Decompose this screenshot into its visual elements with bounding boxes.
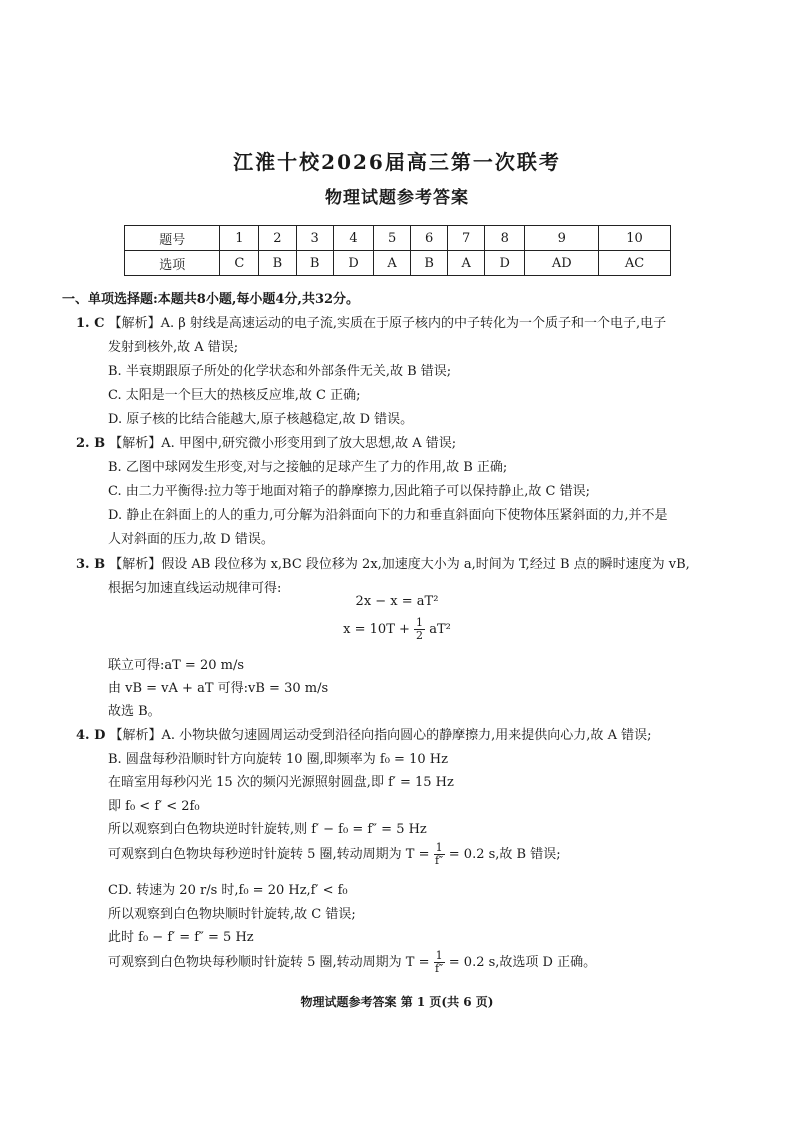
table-cell: A (448, 251, 485, 276)
fraction-numerator: 1 (435, 949, 443, 962)
table-cell: 2 (259, 226, 296, 251)
table-cell: 6 (410, 226, 447, 251)
q1-line-4: C. 太阳是一个巨大的热核反应堆,故 C 正确; (108, 388, 361, 403)
question-number-row (125, 226, 671, 251)
answer-key-table (124, 225, 671, 276)
table-cell: B (296, 251, 333, 276)
fraction-denominator: f″ (435, 962, 444, 975)
table-cell: 7 (448, 226, 485, 251)
table-cell: 9 (525, 226, 599, 251)
q1-line-5: D. 原子核的比结合能越大,原子核越稳定,故 D 错误。 (108, 412, 414, 427)
fraction-numerator: 1 (416, 616, 424, 629)
fraction (434, 842, 445, 867)
q4-line-10 (108, 950, 596, 975)
table-cell: AC (599, 251, 671, 276)
q2-block (76, 432, 456, 451)
q3-line-2: 根据匀加速直线运动规律可得: (108, 581, 282, 596)
table-cell: 1 (220, 226, 259, 251)
q1-line-1: 【解析】A. β 射线是高速运动的电子流,实质在于原子核内的中子转化为一个质子和一个电子,电子 (108, 316, 667, 331)
eq2-left: x = 10T + (343, 622, 410, 637)
answer-row (125, 251, 671, 276)
q4-line-9: 此时 f₀ − f′ = f″ = 5 Hz (108, 930, 254, 945)
q4-line-6-right: = 0.2 s,故 B 错误; (448, 847, 561, 862)
table-cell: 4 (333, 226, 373, 251)
table-cell: 10 (599, 226, 671, 251)
q4-line-2: B. 圆盘每秒沿顺时针方向旋转 10 圈,即频率为 f₀ = 10 Hz (108, 752, 448, 767)
fraction-denominator: 2 (416, 629, 424, 642)
q2-line-1: 【解析】A. 甲图中,研究微小形变用到了放大思想,故 A 错误; (109, 436, 457, 451)
section-heading: 一、单项选择题:本题共8小题,每小题4分,共32分。 (62, 292, 360, 307)
table-cell: C (220, 251, 259, 276)
q1-block (76, 312, 666, 331)
q2-line-5: 人对斜面的压力,故 D 错误。 (108, 532, 274, 547)
q4-block (76, 724, 651, 743)
row-label: 选项 (125, 251, 220, 276)
q1-line-3: B. 半衰期跟原子所处的化学状态和外部条件无关,故 B 错误; (108, 364, 452, 379)
exam-title: 江淮十校2026届高三第一次联考 (233, 150, 561, 174)
table-cell: B (410, 251, 447, 276)
q4-number: 4. D (76, 728, 106, 743)
q3-equation-1: 2x − x = aT² (355, 594, 439, 609)
exam-subtitle: 物理试题参考答案 (325, 188, 469, 208)
fraction (414, 617, 425, 642)
q4-line-10-right: = 0.2 s,故选项 D 正确。 (448, 955, 597, 970)
fraction-numerator: 1 (435, 841, 443, 854)
q4-line-6-left: 可观察到白色物块每秒逆时针旋转 5 圈,转动周期为 T = (108, 847, 430, 862)
q4-line-10-left: 可观察到白色物块每秒顺时针旋转 5 圈,转动周期为 T = (108, 955, 430, 970)
q2-line-2: B. 乙图中球网发生形变,对与之接触的足球产生了力的作用,故 B 正确; (108, 460, 508, 475)
q4-line-8: 所以观察到白色物块顺时针旋转,故 C 错误; (108, 907, 356, 922)
table-cell: D (485, 251, 525, 276)
q4-line-7: CD. 转速为 20 r/s 时,f₀ = 20 Hz,f′ < f₀ (108, 883, 348, 898)
table-cell: 3 (296, 226, 333, 251)
page-footer: 物理试题参考答案 第 1 页(共 6 页) (300, 995, 494, 1009)
q3-line-4: 由 vB = vA + aT 可得:vB = 30 m/s (108, 681, 329, 696)
q3-equation-2 (0, 617, 794, 642)
table-cell: AD (525, 251, 599, 276)
q4-line-3: 在暗室用每秒闪光 15 次的频闪光源照射圆盘,即 f′ = 15 Hz (108, 775, 454, 790)
table-cell: 5 (374, 226, 411, 251)
q2-number: 2. B (76, 436, 106, 451)
q1-line-2: 发射到核外,故 A 错误; (108, 340, 239, 355)
q4-line-5: 所以观察到白色物块逆时针旋转,则 f′ − f₀ = f″ = 5 Hz (108, 822, 427, 837)
table-cell: B (259, 251, 296, 276)
q4-line-1: 【解析】A. 小物块做匀速圆周运动受到沿径向指向圆心的静摩擦力,用来提供向心力,故 A 错误; (109, 728, 652, 743)
q2-line-4: D. 静止在斜面上的人的重力,可分解为沿斜面向下的力和垂直斜面向下使物体压紧斜面的力,并不是 (108, 508, 668, 523)
q3-line-5: 故选 B。 (108, 704, 161, 719)
q3-block (76, 553, 690, 572)
q3-number: 3. B (76, 557, 106, 572)
q4-line-6 (108, 842, 561, 867)
fraction-denominator: f″ (435, 854, 444, 867)
fraction (434, 950, 445, 975)
table-cell: D (333, 251, 373, 276)
table-cell: A (374, 251, 411, 276)
q1-number: 1. C (76, 316, 105, 331)
table-cell: 8 (485, 226, 525, 251)
row-label: 题号 (125, 226, 220, 251)
eq2-right: aT² (429, 622, 451, 637)
q2-line-3: C. 由二力平衡得:拉力等于地面对箱子的静摩擦力,因此箱子可以保持静止,故 C 错误; (108, 484, 590, 499)
q3-line-3: 联立可得:aT = 20 m/s (108, 658, 245, 673)
q3-line-1: 【解析】假设 AB 段位移为 x,BC 段位移为 2x,加速度大小为 a,时间为 T,经过 B 点的瞬时速度为 vB, (109, 557, 690, 572)
q4-line-4: 即 f₀ < f′ < 2f₀ (108, 799, 200, 814)
